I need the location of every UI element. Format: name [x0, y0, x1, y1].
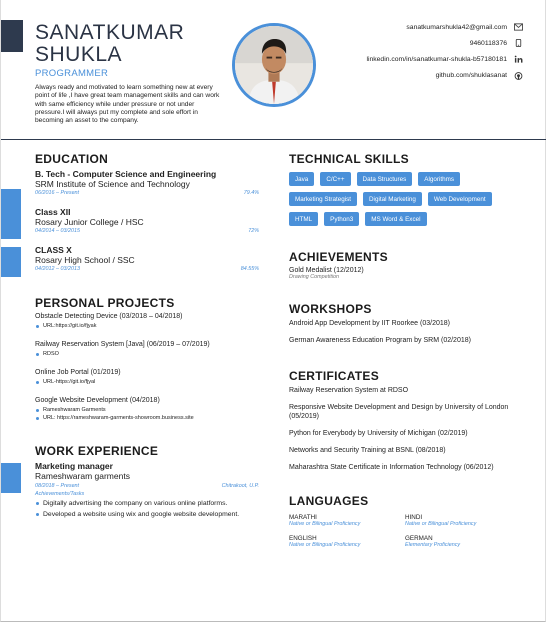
languages-heading: LANGUAGES	[289, 494, 369, 508]
certificate-item: Railway Reservation System at RDSO	[289, 387, 409, 394]
header-divider	[1, 139, 546, 140]
skill-tag: Java	[289, 172, 314, 186]
summary-text: Always ready and motivated to learn something new at every point of life ,I have great team management skills and can work with same efficiency while under pressure or not under pressure.I will always put my complete and sole effort in becoming an asset to the company.	[35, 84, 220, 125]
linkedin-icon	[513, 55, 523, 63]
language-item	[405, 514, 521, 527]
education-item	[35, 207, 259, 234]
education-meta	[35, 190, 259, 196]
work-org: Rameshwaram garments	[35, 471, 130, 481]
skill-tag: Web Development	[428, 192, 492, 206]
education-score: 84.55%	[240, 266, 259, 272]
contact-linkedin[interactable]	[323, 54, 523, 64]
work-dates: 08/2018 – Present	[35, 483, 80, 489]
education-heading: EDUCATION	[35, 152, 109, 166]
language-name: GERMAN	[405, 535, 433, 542]
github-text[interactable]: github.com/shuklasanat	[435, 72, 507, 80]
education-score: 79.4%	[243, 190, 259, 196]
project-bullet: URL: https://rameshwaram-garments-showroom.business.site	[35, 414, 259, 422]
work-heading: WORK EXPERIENCE	[35, 444, 159, 458]
email-icon	[513, 23, 523, 31]
work-location: Chitrakoot, U.P.	[221, 483, 259, 489]
corner-accent-bar	[1, 20, 23, 52]
contact-email[interactable]	[323, 22, 523, 32]
certificates-heading: CERTIFICATES	[289, 369, 380, 383]
project-item	[35, 341, 259, 358]
workshop-item: Android App Development by IIT Roorkee (03/2018)	[289, 320, 450, 327]
education-dates: 04/2014 – 03/2015	[35, 228, 80, 234]
profile-photo	[232, 23, 316, 107]
project-bullet: Rameshwaram Garments	[35, 406, 259, 414]
education-marker	[1, 209, 21, 239]
achievement-title: Gold Medalist (12/2012)	[289, 267, 364, 274]
left-column	[35, 152, 259, 520]
skill-tag: Python3	[324, 212, 359, 226]
work-achievements-label: Achievements/Tasks	[35, 491, 85, 497]
job-title: PROGRAMMER	[35, 68, 109, 79]
skill-tag: MS Word & Excel	[365, 212, 426, 226]
achievements-heading: ACHIEVEMENTS	[289, 250, 388, 264]
education-score: 72%	[248, 228, 259, 234]
language-level: Native or Bilingual Proficiency	[289, 542, 361, 548]
name-line-1: SANATKUMAR	[35, 21, 185, 44]
education-meta	[35, 228, 259, 234]
email-text[interactable]: sanatkumarshukla42@gmail.com	[406, 23, 507, 31]
certificate-item: Networks and Security Training at BSNL (08/2018)	[289, 447, 446, 454]
education-dates: 06/2016 – Present	[35, 190, 80, 196]
contact-list	[323, 22, 523, 87]
achievement-subtitle: Drawing Competition	[289, 274, 340, 280]
language-level: Native or Bilingual Proficiency	[289, 521, 361, 527]
certificate-item: Python for Everybody by University of Michigan (02/2019)	[289, 430, 468, 437]
project-title: Online Job Portal (01/2019)	[35, 369, 121, 376]
education-marker	[1, 247, 21, 277]
skill-tag: Marketing Strategist	[289, 192, 357, 206]
skills-heading: TECHNICAL SKILLS	[289, 152, 409, 166]
education-degree: CLASS X	[35, 245, 72, 255]
work-meta	[35, 483, 259, 489]
project-item	[35, 397, 259, 422]
phone-icon	[513, 39, 523, 47]
certificate-item: Responsive Website Development and Design by University of London (05/2019)	[289, 404, 509, 420]
profile-photo-icon	[235, 26, 313, 104]
project-bullet: RDSO	[35, 350, 259, 358]
language-item	[405, 535, 521, 548]
education-school: Rosary High School / SSC	[35, 255, 135, 265]
github-icon	[513, 72, 523, 80]
linkedin-text[interactable]: linkedin.com/in/sanatkumar-shukla-b57180181	[366, 55, 507, 63]
phone-text[interactable]: 9460118376	[469, 39, 507, 47]
work-item	[35, 461, 259, 520]
education-item	[35, 169, 259, 196]
certificate-item: Maharashtra State Certificate in Information Technology (06/2012)	[289, 464, 494, 471]
workshops-heading: WORKSHOPS	[289, 302, 372, 316]
candidate-name	[35, 22, 184, 66]
project-bullet: URL-https://git.io/fjyal	[35, 378, 259, 386]
projects-heading: PERSONAL PROJECTS	[35, 296, 175, 310]
project-bullet: URL:https://git.io/fjyak	[35, 322, 259, 330]
project-item	[35, 313, 259, 330]
work-bullet: Developed a website using wix and google website development.	[35, 509, 259, 520]
skills-list	[289, 172, 521, 226]
education-school: SRM Institute of Science and Technology	[35, 179, 190, 189]
language-level: Elementary Proficiency	[405, 542, 461, 548]
work-marker	[1, 463, 21, 493]
right-column	[289, 152, 521, 548]
project-title: Obstacle Detecting Device (03/2018 – 04/2018)	[35, 313, 183, 320]
education-school: Rosary Junior College / HSC	[35, 217, 144, 227]
achievement-item	[289, 267, 521, 280]
education-degree: B. Tech - Computer Science and Engineering	[35, 169, 217, 179]
contact-github[interactable]	[323, 71, 523, 81]
language-item	[289, 514, 405, 527]
skill-tag: Algorithms	[418, 172, 460, 186]
project-title: Google Website Development (04/2018)	[35, 397, 160, 404]
contact-phone[interactable]	[323, 38, 523, 48]
education-dates: 04/2012 – 03/2013	[35, 266, 80, 272]
skill-tag: Data Structures	[357, 172, 413, 186]
education-degree: Class XII	[35, 207, 71, 217]
language-name: ENGLISH	[289, 535, 317, 542]
skill-tag: HTML	[289, 212, 318, 226]
work-bullet: Digitally advertising the company on various online platforms.	[35, 498, 259, 509]
workshop-item: German Awareness Education Program by SRM (02/2018)	[289, 337, 471, 344]
work-role: Marketing manager	[35, 461, 113, 471]
language-name: HINDI	[405, 514, 423, 521]
skill-tag: C/C++	[320, 172, 350, 186]
language-name: MARATHI	[289, 514, 317, 521]
education-item	[35, 245, 259, 272]
education-meta	[35, 266, 259, 272]
language-item	[289, 535, 405, 548]
project-item	[35, 369, 259, 386]
languages-list	[289, 514, 521, 548]
skill-tag: Digital Marketing	[363, 192, 422, 206]
name-line-2: SHUKLA	[35, 43, 123, 66]
project-title: Railway Reservation System [Java] (06/2019 – 07/2019)	[35, 341, 210, 348]
language-level: Native or Bilingual Proficiency	[405, 521, 477, 527]
